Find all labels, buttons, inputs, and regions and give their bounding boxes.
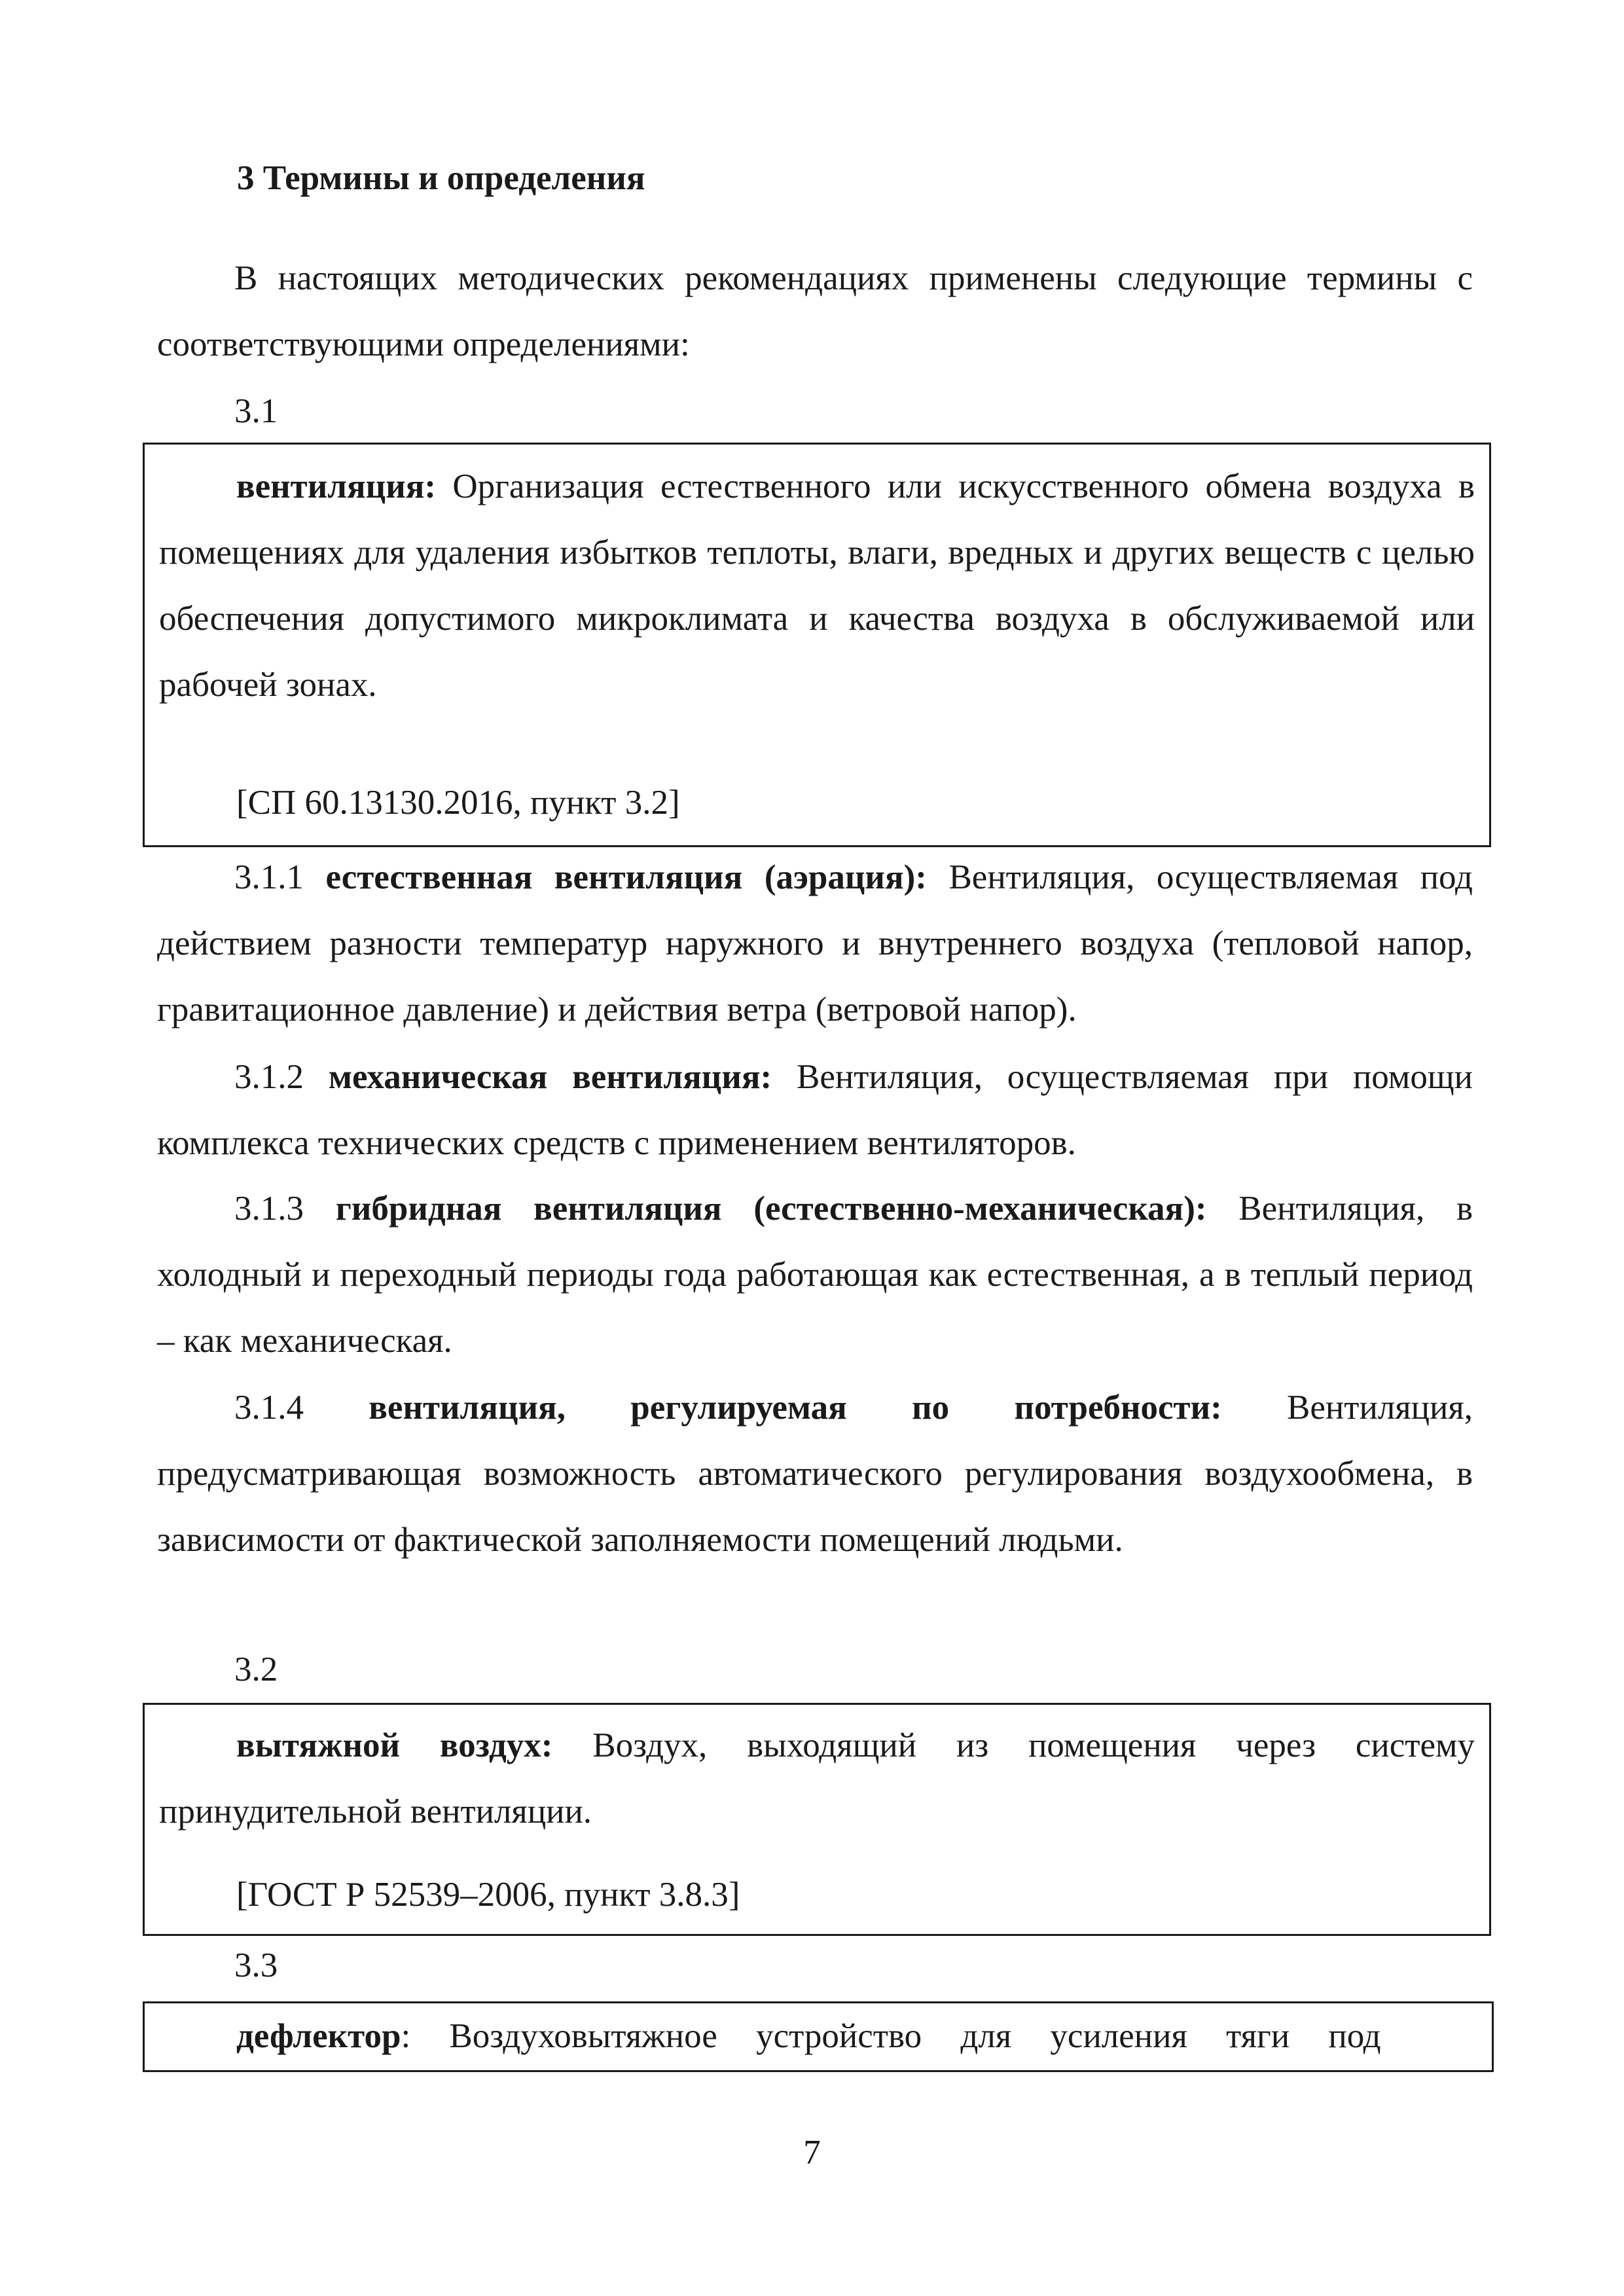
subsection-number: 3.1.1 [234,858,326,896]
section-3-2-number [157,1637,1473,1703]
term: гибридная вентиляция (естественно-механическая): [335,1190,1207,1228]
term: естественная вентиляция (аэрация): [325,858,927,896]
section-3-1-number [157,378,1473,445]
definition-text: Вентиляция, предусматривающая возможность автоматического регулирования воздухообмена, в зависимости от фактической заполняемости помещений людьми. [157,1389,1473,1559]
definition-paragraph [159,2003,1475,2069]
source-reference: [СП 60.13130.2016, пункт 3.2] [236,784,680,822]
term: вентиляция, регулируемая по потребности: [369,1389,1222,1427]
subsection-3-1-2 [157,1044,1473,1176]
term: механическая вентиляция: [328,1058,772,1096]
definition-text: Воздух, выходящий из помещения через систему принудительной вентиляции. [159,1726,1475,1831]
definition-text: Вентиляция, осуществляемая под действием разности температур наружного и внутреннего воздуха (тепловой напор, гравитационное давление) и действия ветра (ветровой напор). [157,858,1473,1029]
term: дефлектор [236,2017,401,2055]
definition-text: Организация естественного или искусственного обмена воздуха в помещениях для удаления избытков теплоты, влаги, вредных и других веществ с целью обеспечения допустимого микроклимата и качества воздуха в обслуживаемой или рабочей зонах. [159,467,1475,704]
definition-box-3-2 [143,1703,1491,1936]
definition-box-3-3 [143,2001,1494,2072]
definition-text: Вентиляция, в холодный и переходный периоды года работающая как естественная, а в теплый период – как механическая. [157,1190,1473,1360]
definition-text: Вентиляция, осуществляемая при помощи комплекса технических средств с применением вентиляторов. [157,1058,1473,1162]
definition-text: : Воздуховытяжное устройство для усиления тяги под [401,2017,1381,2055]
intro-paragraph [157,246,1473,378]
subsection-number: 3.1.2 [234,1058,329,1096]
source-reference: [ГОСТ Р 52539–2006, пункт 3.8.3] [236,1876,740,1914]
subsection-3-1-1 [157,845,1473,1043]
page-number: 7 [803,2134,821,2172]
definition-paragraph [159,1713,1475,1845]
section-heading: 3 Термины и определения [237,159,645,197]
subsection-3-1-3 [157,1176,1473,1374]
section-3-3-number [157,1933,1473,1999]
section-number: 3.3 [234,1946,278,1984]
intro-text: В настоящих методических рекомендациях применены следующие термины с соответствующими определениями: [157,259,1473,363]
term: вентиляция: [236,467,437,505]
section-number: 3.2 [234,1650,278,1688]
section-number: 3.1 [234,392,278,430]
definition-box-3-1 [143,443,1491,847]
subsection-3-1-4 [157,1375,1473,1573]
term: вытяжной воздух: [236,1726,553,1764]
definition-paragraph [159,454,1475,718]
subsection-number: 3.1.4 [234,1389,369,1427]
subsection-number: 3.1.3 [234,1190,336,1228]
